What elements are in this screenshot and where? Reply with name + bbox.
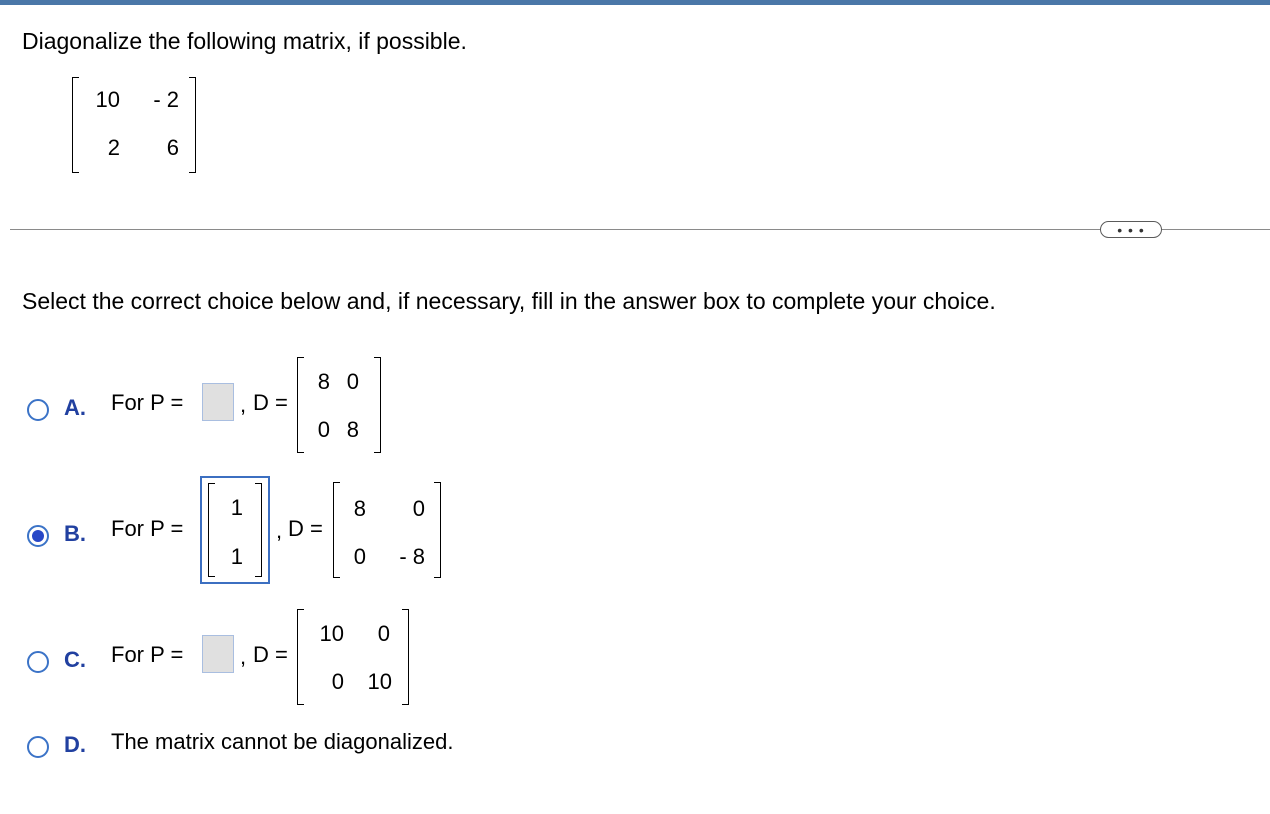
choice-c-comma: , — [240, 644, 247, 669]
question-title: Diagonalize the following matrix, if possible. — [22, 28, 467, 54]
matrix-cell: 0 — [346, 369, 359, 394]
choice-a-for-p-label: For P = — [111, 390, 184, 415]
matrix-cell: 10 — [319, 621, 344, 646]
choice-c-d-label: D = — [253, 642, 288, 667]
choice-b-p-matrix — [208, 483, 262, 577]
matrix-cell: 0 — [317, 417, 330, 442]
matrix-cell: 10 — [367, 669, 392, 694]
choice-c-radio[interactable] — [27, 651, 49, 673]
instructions: Select the correct choice below and, if necessary, fill in the answer box to complete your choice. — [22, 288, 996, 314]
right-bracket — [402, 609, 409, 705]
matrix-cell: 1 — [230, 544, 243, 569]
matrix-cell: 10 — [95, 87, 120, 112]
matrix-cell: 8 — [346, 417, 359, 442]
matrix-cell: 1 — [230, 495, 243, 520]
left-bracket — [297, 609, 304, 705]
choice-a-radio[interactable] — [27, 399, 49, 421]
matrix-cell: 8 — [317, 369, 330, 394]
left-bracket — [72, 77, 79, 173]
choice-d-text: The matrix cannot be diagonalized. — [111, 729, 454, 754]
choice-c-letter: C. — [64, 647, 86, 672]
right-bracket — [374, 357, 381, 453]
choice-a-d-label: D = — [253, 390, 288, 415]
choice-d-letter: D. — [64, 732, 86, 757]
matrix-cell: 0 — [331, 669, 344, 694]
choice-b-comma: , — [276, 518, 283, 543]
choice-a-letter: A. — [64, 395, 86, 420]
choice-b-for-p-label: For P = — [111, 516, 184, 541]
choice-c-p-answer-box[interactable] — [202, 635, 234, 673]
choice-b-letter: B. — [64, 521, 86, 546]
right-bracket — [434, 482, 441, 578]
choice-c-d-matrix — [297, 609, 409, 705]
top-bar — [0, 0, 1270, 5]
matrix-cell: 8 — [353, 496, 366, 521]
matrix-cell: - 2 — [153, 87, 179, 112]
matrix-cell: 0 — [353, 544, 366, 569]
matrix-cell: 0 — [377, 621, 390, 646]
right-bracket — [255, 483, 262, 577]
choice-b-d-matrix — [333, 482, 441, 578]
matrix-cell: - 8 — [399, 544, 425, 569]
matrix-cell: 0 — [412, 496, 425, 521]
more-options-button[interactable]: • • • — [1100, 221, 1162, 238]
matrix-cell: 6 — [166, 135, 179, 160]
choice-c-for-p-label: For P = — [111, 642, 184, 667]
choice-b-radio-selected[interactable] — [27, 525, 49, 547]
choice-d-radio[interactable] — [27, 736, 49, 758]
choice-a-comma: , — [240, 392, 247, 417]
right-bracket — [189, 77, 196, 173]
choice-b-p-answer-box[interactable] — [200, 476, 270, 584]
choice-a-p-answer-box[interactable] — [202, 383, 234, 421]
question-matrix — [72, 77, 196, 173]
section-divider — [10, 229, 1270, 230]
choice-b-d-label: D = — [288, 516, 323, 541]
matrix-cell: 2 — [107, 135, 120, 160]
choice-a-d-matrix — [297, 357, 381, 453]
